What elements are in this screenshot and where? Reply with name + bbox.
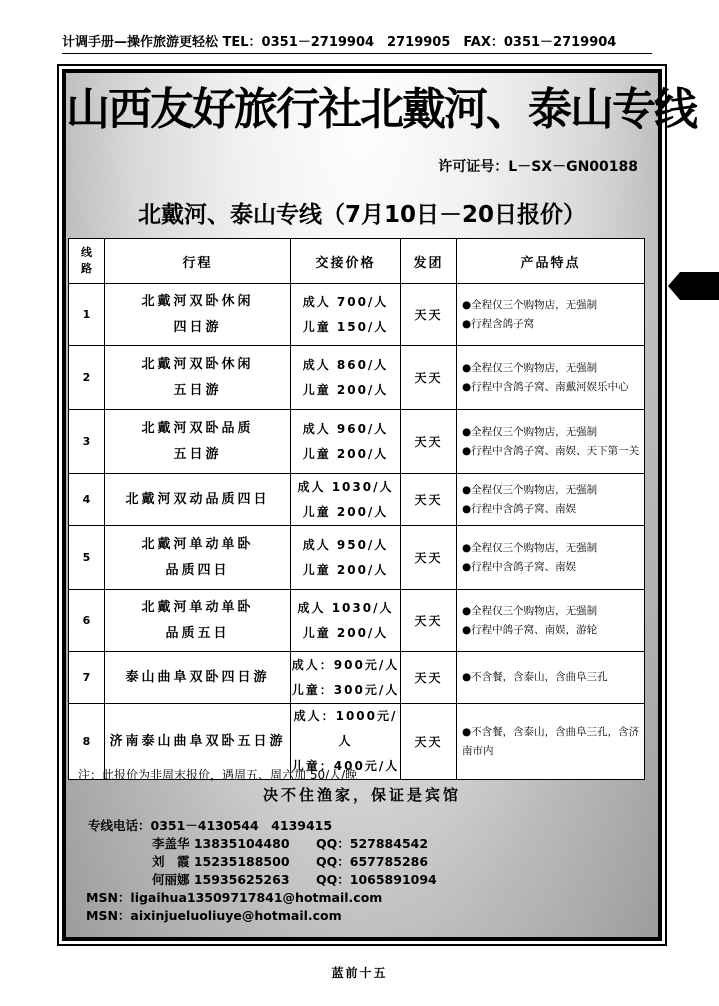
feature-item: ●全程仅三个购物店，无强制 [462, 604, 598, 617]
route-number-text: 7 [82, 671, 91, 684]
adult-price: 成人 960/人 [302, 421, 389, 436]
route-name-line1: 北戴河单动单卧 [141, 599, 254, 615]
adult-price: 成人：900元/人 [291, 657, 400, 672]
route-number [69, 526, 105, 590]
col-header-price: 交接价格 [291, 239, 401, 284]
route-name [105, 590, 291, 652]
departure-text: 天天 [414, 308, 443, 322]
col-header-departure: 发团 [401, 239, 457, 284]
table-row [69, 284, 645, 346]
feature-item: ●全程仅三个购物店，无强制 [462, 425, 598, 438]
departure [401, 590, 457, 652]
route-price [291, 410, 401, 474]
route-name-line2: 品质四日 [165, 562, 230, 578]
departure-text: 天天 [414, 735, 443, 749]
table-header-row [69, 239, 645, 284]
col-header-itinerary: 行程 [105, 239, 291, 284]
contact-name-2: 刘 霞 15235188500 [152, 854, 290, 869]
product-features [457, 526, 645, 590]
feature-item: ●行程中含鸽子窝、南娱 [462, 502, 577, 515]
departure [401, 410, 457, 474]
route-number-text: 5 [82, 551, 91, 564]
product-features [457, 284, 645, 346]
route-number [69, 346, 105, 410]
adult-price: 成人：1000元/人 [293, 709, 398, 748]
departure [401, 704, 457, 780]
route-name-line2: 五日游 [173, 382, 222, 398]
route-number [69, 474, 105, 526]
feature-item: ●全程仅三个购物店，无强制 [462, 541, 598, 554]
msn-1: MSN：ligaihua13509717841@hotmail.com [86, 890, 383, 905]
route-name-line2: 四日游 [173, 319, 222, 335]
route-number-text: 6 [82, 614, 91, 627]
route-name [105, 410, 291, 474]
route-price [291, 346, 401, 410]
route-price [291, 474, 401, 526]
route-name [105, 346, 291, 410]
departure [401, 526, 457, 590]
product-features [457, 410, 645, 474]
child-price: 儿童 150/人 [302, 319, 389, 334]
route-number-text: 2 [82, 371, 91, 384]
feature-item: ●全程仅三个购物店，无强制 [462, 483, 598, 496]
route-number-text: 8 [82, 735, 91, 748]
page-header: 计调手册—操作旅游更轻松 TEL：0351－2719904 2719905 FAX：0351－2719904 [62, 35, 652, 54]
child-price: 儿童：300元/人 [291, 682, 400, 697]
departure [401, 284, 457, 346]
route-name-line2: 五日游 [173, 446, 222, 462]
feature-item: ●行程中含鸽子窝、南娱 [462, 560, 577, 573]
departure-text: 天天 [414, 371, 443, 385]
route-price [291, 590, 401, 652]
route-name [105, 474, 291, 526]
departure [401, 652, 457, 704]
child-price: 儿童：400元/人 [291, 759, 400, 773]
feature-item: ●全程仅三个购物店，无强制 [462, 298, 598, 311]
departure-text: 天天 [414, 614, 443, 628]
child-price: 儿童 200/人 [302, 446, 389, 461]
table-row [69, 474, 645, 526]
route-price [291, 652, 401, 704]
side-tab [680, 272, 719, 300]
route-name [105, 284, 291, 346]
child-price: 儿童 200/人 [302, 504, 389, 519]
table-row [69, 410, 645, 474]
product-features [457, 704, 645, 780]
contact-name-1: 李盖华 13835104480 [152, 836, 290, 851]
product-features [457, 346, 645, 410]
departure-text: 天天 [414, 671, 443, 685]
feature-item: ●行程中鸽子窝、南娱，游轮 [462, 623, 598, 636]
departure [401, 474, 457, 526]
license-number: 许可证号：L－SX－GN00188 [438, 159, 638, 175]
route-number [69, 284, 105, 346]
col-header-route: 线 路 [69, 239, 105, 284]
departure [401, 346, 457, 410]
price-note: 注：此报价为非周末报价，遇周五、周六加 50/人/晚 [78, 768, 358, 782]
departure-text: 天天 [414, 551, 443, 565]
feature-item: ●不含餐，含泰山，含曲阜三孔 [462, 671, 608, 683]
hotline: 专线电话：0351－4130544 4139415 [88, 818, 333, 833]
contact-name-3: 何丽娜 15935625263 [152, 872, 290, 887]
departure-text: 天天 [414, 435, 443, 449]
product-features [457, 590, 645, 652]
child-price: 儿童 200/人 [302, 382, 389, 397]
feature-item: ●行程中含鸽子窝、南娱、天下第一关 [462, 444, 640, 457]
feature-item: ●行程中含鸽子窝、南戴河娱乐中心 [462, 380, 629, 393]
adult-price: 成人 1030/人 [297, 600, 394, 615]
route-number-text: 1 [82, 308, 91, 321]
route-name-line1: 北戴河双动品质四日 [125, 491, 270, 507]
route-price-table [68, 238, 645, 780]
contact-qq-1: QQ：527884542 [316, 836, 429, 851]
table-row [69, 346, 645, 410]
slogan: 决不住渔家，保证是宾馆 [262, 786, 461, 804]
contact-qq-3: QQ：1065891094 [316, 872, 437, 887]
table-row [69, 590, 645, 652]
feature-item: ●不含餐，含泰山，含曲阜三孔，含济南市内 [462, 725, 640, 757]
adult-price: 成人 1030/人 [297, 479, 394, 494]
side-tab-arrow [668, 272, 680, 300]
main-title: 山西友好旅行社北戴河、泰山专线 [66, 84, 696, 135]
route-name-line1: 北戴河双卧休闲 [141, 356, 254, 372]
route-name [105, 652, 291, 704]
route-number [69, 652, 105, 704]
contact-qq-2: QQ：657785286 [316, 854, 429, 869]
route-price [291, 284, 401, 346]
route-name-line1: 北戴河单动单卧 [141, 536, 254, 552]
route-price [291, 526, 401, 590]
table-row [69, 526, 645, 590]
route-number-text: 3 [82, 435, 91, 448]
price-subtitle: 北戴河、泰山专线（7月10日－20日报价） [137, 202, 587, 228]
route-name [105, 526, 291, 590]
adult-price: 成人 700/人 [302, 294, 389, 309]
route-number [69, 410, 105, 474]
col-header-features: 产品特点 [457, 239, 645, 284]
product-features [457, 652, 645, 704]
route-number-text: 4 [82, 493, 91, 506]
route-name-line1: 北戴河双卧品质 [141, 420, 254, 436]
feature-item: ●全程仅三个购物店，无强制 [462, 361, 598, 374]
adult-price: 成人 950/人 [302, 537, 389, 552]
product-features [457, 474, 645, 526]
page-footer: 蓝前十五 [331, 966, 388, 980]
table-row [69, 652, 645, 704]
adult-price: 成人 860/人 [302, 357, 389, 372]
msn-2: MSN：aixinjueluoliuye@hotmail.com [86, 908, 342, 923]
route-name-line1: 济南泰山曲阜双卧五日游 [109, 733, 286, 749]
child-price: 儿童 200/人 [302, 562, 389, 577]
route-name-line1: 北戴河双卧休闲 [141, 293, 254, 309]
route-name-line2: 品质五日 [165, 625, 230, 641]
route-name-line1: 泰山曲阜双卧四日游 [125, 669, 270, 685]
route-number [69, 590, 105, 652]
departure-text: 天天 [414, 493, 443, 507]
child-price: 儿童 200/人 [302, 625, 389, 640]
feature-item: ●行程含鸽子窝 [462, 317, 535, 330]
